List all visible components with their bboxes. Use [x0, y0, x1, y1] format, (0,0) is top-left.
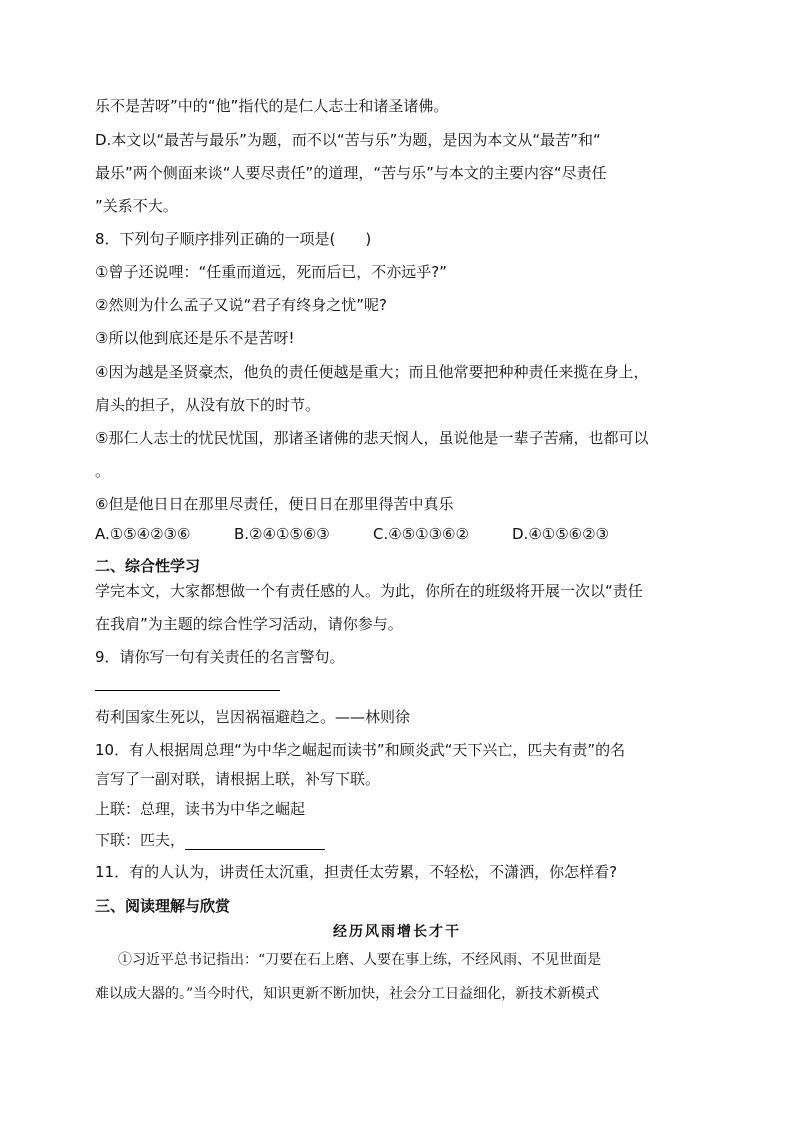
- couplet-lower-label: 下联：匹夫，: [95, 831, 186, 849]
- answer-blank-9: [95, 690, 280, 691]
- option-c: C.④⑤①③⑥②: [373, 525, 469, 543]
- article-title: 经历风雨增长才干: [333, 924, 461, 940]
- section-3-heading: 三、阅读理解与欣赏: [95, 897, 231, 915]
- question-10-line-2: 言写了一副对联，请根据上联，补写下联。: [95, 770, 381, 788]
- article-paragraph-1-line-1: ①习近平总书记指出：“刀要在石上磨、人要在事上练，不经风雨、不见世面是: [118, 952, 602, 968]
- sentence-4-line-2: 肩头的担子，从没有放下的时节。: [95, 396, 321, 414]
- couplet-lower: [95, 830, 325, 850]
- couplet-lower-blank: [185, 849, 325, 850]
- option-d-line-3: ”关系不大。: [95, 197, 178, 215]
- question-10-line-1: 10．有人根据周总理“为中华之崛起而读书”和顾炎武“天下兴亡，匹夫有责”的名: [95, 741, 626, 759]
- question-9: 9．请你写一句有关责任的名言警句。: [95, 648, 345, 666]
- sentence-5-line-2: 。: [95, 462, 111, 480]
- section-2-intro-line-2: 在我肩”为主题的综合性学习活动，请你参与。: [95, 615, 403, 633]
- answer-options: [95, 524, 609, 544]
- sentence-6: ⑥但是他日日在那里尽责任，便日日在那里得苦中真乐: [95, 495, 454, 513]
- option-d-line-2: 最乐”两个侧面来谈“人要尽责任”的道理，“苦与乐”与本文的主要内容“尽责任: [95, 164, 607, 182]
- sentence-1: ①曾子还说哩：“任重而道远，死而后已，不亦远乎?”: [95, 263, 447, 281]
- section-2-intro-line-1: 学完本文，大家都想做一个有责任感的人。为此，你所在的班级将开展一次以“责任: [95, 582, 643, 600]
- article-paragraph-1-line-2: 难以成大器的。”当今时代，知识更新不断加快，社会分工日益细化，新技术新模式: [95, 986, 600, 1002]
- sentence-3: ③所以他到底还是乐不是苦呀!: [95, 329, 295, 347]
- option-d-line-1: D.本文以“最苦与最乐”为题，而不以“苦与乐”为题，是因为本文从“最苦”和“: [95, 131, 601, 149]
- question-8: 8．下列句子顺序排列正确的一项是( ): [95, 230, 372, 248]
- option-a: A.①⑤④②③⑥: [95, 525, 191, 543]
- option-b: B.②④①⑤⑥③: [234, 525, 330, 543]
- question-11: 11．有的人认为，讲责任太沉重，担责任太劳累，不轻松，不潇洒，你怎样看?: [95, 863, 618, 881]
- sentence-2: ②然则为什么孟子又说“君子有终身之忧”呢?: [95, 296, 387, 314]
- answer-9: 苟利国家生死以，岂因祸福避趋之。——林则徐: [95, 708, 411, 726]
- section-2-heading: 二、综合性学习: [95, 557, 201, 575]
- sentence-5-line-1: ⑤那仁人志士的忧民忧国，那诸圣诸佛的悲天悯人，虽说他是一辈子苦痛，也都可以: [95, 429, 649, 447]
- couplet-upper: 上联：总理，读书为中华之崛起: [95, 800, 306, 818]
- text-line: 乐不是苦呀”中的“他”指代的是仁人志士和诸圣诸佛。: [95, 97, 449, 115]
- sentence-4-line-1: ④因为越是圣贤豪杰，他负的责任便越是重大；而且他常要把种种责任来揽在身上，: [95, 363, 649, 381]
- option-d: D.④①⑤⑥②③: [512, 525, 610, 543]
